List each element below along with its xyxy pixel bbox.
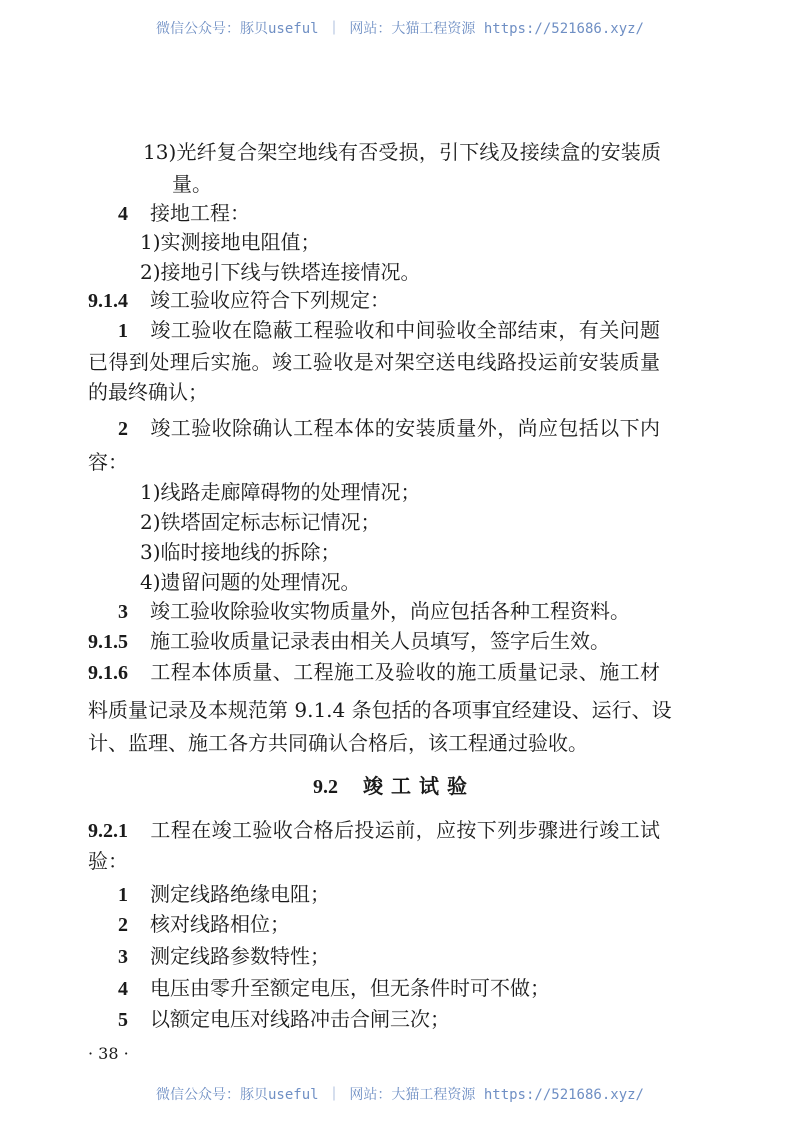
section-number: 9.2 <box>313 776 338 798</box>
clause-text: 接地工程： <box>150 201 250 225</box>
clause-text: 测定线路参数特性； <box>150 944 330 968</box>
clause-number: 9.1.4 <box>88 290 128 312</box>
paragraph-line: 13)光纤复合架空地线有否受损，引下线及接续盒的安装质 <box>143 140 661 164</box>
clause-number: 1 <box>118 884 128 906</box>
clause-number: 9.1.5 <box>88 631 128 653</box>
paragraph-line: 计、监理、施工各方共同确认合格后，该工程通过验收。 <box>88 731 588 755</box>
clause-number: 9.2.1 <box>88 820 128 842</box>
paragraph-line: 量。 <box>172 172 212 196</box>
paragraph-line: 的最终确认； <box>88 380 208 404</box>
paragraph-line: 料质量记录及本规范第 9.1.4 条包括的各项事宜经建设、运行、设 <box>88 698 672 722</box>
clause-number: 1 <box>118 320 128 342</box>
section-title: 竣工试验 <box>363 774 475 798</box>
clause-number: 5 <box>118 1009 128 1031</box>
clause-item <box>118 976 550 1001</box>
clause-number: 9.1.6 <box>88 662 128 684</box>
clause-text: 施工验收质量记录表由相关人员填写，签字后生效。 <box>150 629 610 653</box>
section-heading <box>313 774 475 799</box>
sub-item: 2)铁塔固定标志标记情况； <box>140 510 381 534</box>
clause-text: 以额定电压对线路冲击合闸三次； <box>150 1007 450 1031</box>
paragraph-line: 容： <box>88 450 128 474</box>
clause-heading <box>88 660 660 685</box>
paragraph-line: 已得到处理后实施。竣工验收是对架空送电线路投运前安装质量 <box>88 350 660 374</box>
sub-item: 2)接地引下线与铁塔连接情况。 <box>140 260 421 284</box>
paragraph-line: 验： <box>88 849 128 873</box>
watermark-top: 微信公众号：豚贝useful ｜ 网站：大猫工程资源 https://521686.xyz/ <box>155 21 644 37</box>
clause-item <box>118 599 630 624</box>
clause-number: 2 <box>118 914 128 936</box>
clause-number: 2 <box>118 418 128 440</box>
sub-item: 1)线路走廊障碍物的处理情况； <box>140 480 421 504</box>
clause-number: 4 <box>118 978 128 1000</box>
clause-text: 测定线路绝缘电阻； <box>150 882 330 906</box>
watermark-bottom: 微信公众号：豚贝useful ｜ 网站：大猫工程资源 https://521686.xyz/ <box>155 1087 644 1103</box>
clause-item <box>118 1007 450 1032</box>
clause-item <box>118 882 330 907</box>
clause-item <box>118 201 250 226</box>
clause-text: 竣工验收除确认工程本体的安装质量外，尚应包括以下内 <box>150 416 660 440</box>
clause-number: 3 <box>118 946 128 968</box>
clause-number: 3 <box>118 601 128 623</box>
clause-item <box>118 416 660 441</box>
clause-item <box>118 318 660 343</box>
clause-number: 4 <box>118 203 128 225</box>
clause-heading <box>88 629 610 654</box>
sub-item: 3)临时接地线的拆除； <box>140 540 341 564</box>
clause-text: 工程本体质量、工程施工及验收的施工质量记录、施工材 <box>150 660 660 684</box>
clause-text: 竣工验收在隐蔽工程验收和中间验收全部结束，有关问题 <box>150 318 660 342</box>
clause-text: 工程在竣工验收合格后投运前，应按下列步骤进行竣工试 <box>150 818 660 842</box>
clause-heading <box>88 288 390 313</box>
clause-item <box>118 912 290 937</box>
clause-text: 核对线路相位； <box>150 912 290 936</box>
page-number: · 38 · <box>88 1044 129 1063</box>
clause-text: 竣工验收除验收实物质量外，尚应包括各种工程资料。 <box>150 599 630 623</box>
clause-item <box>118 944 330 969</box>
clause-heading <box>88 818 660 843</box>
sub-item: 4)遗留问题的处理情况。 <box>140 570 361 594</box>
clause-text: 竣工验收应符合下列规定： <box>150 288 390 312</box>
sub-item: 1)实测接地电阻值； <box>140 230 321 254</box>
clause-text: 电压由零升至额定电压，但无条件时可不做； <box>150 976 550 1000</box>
